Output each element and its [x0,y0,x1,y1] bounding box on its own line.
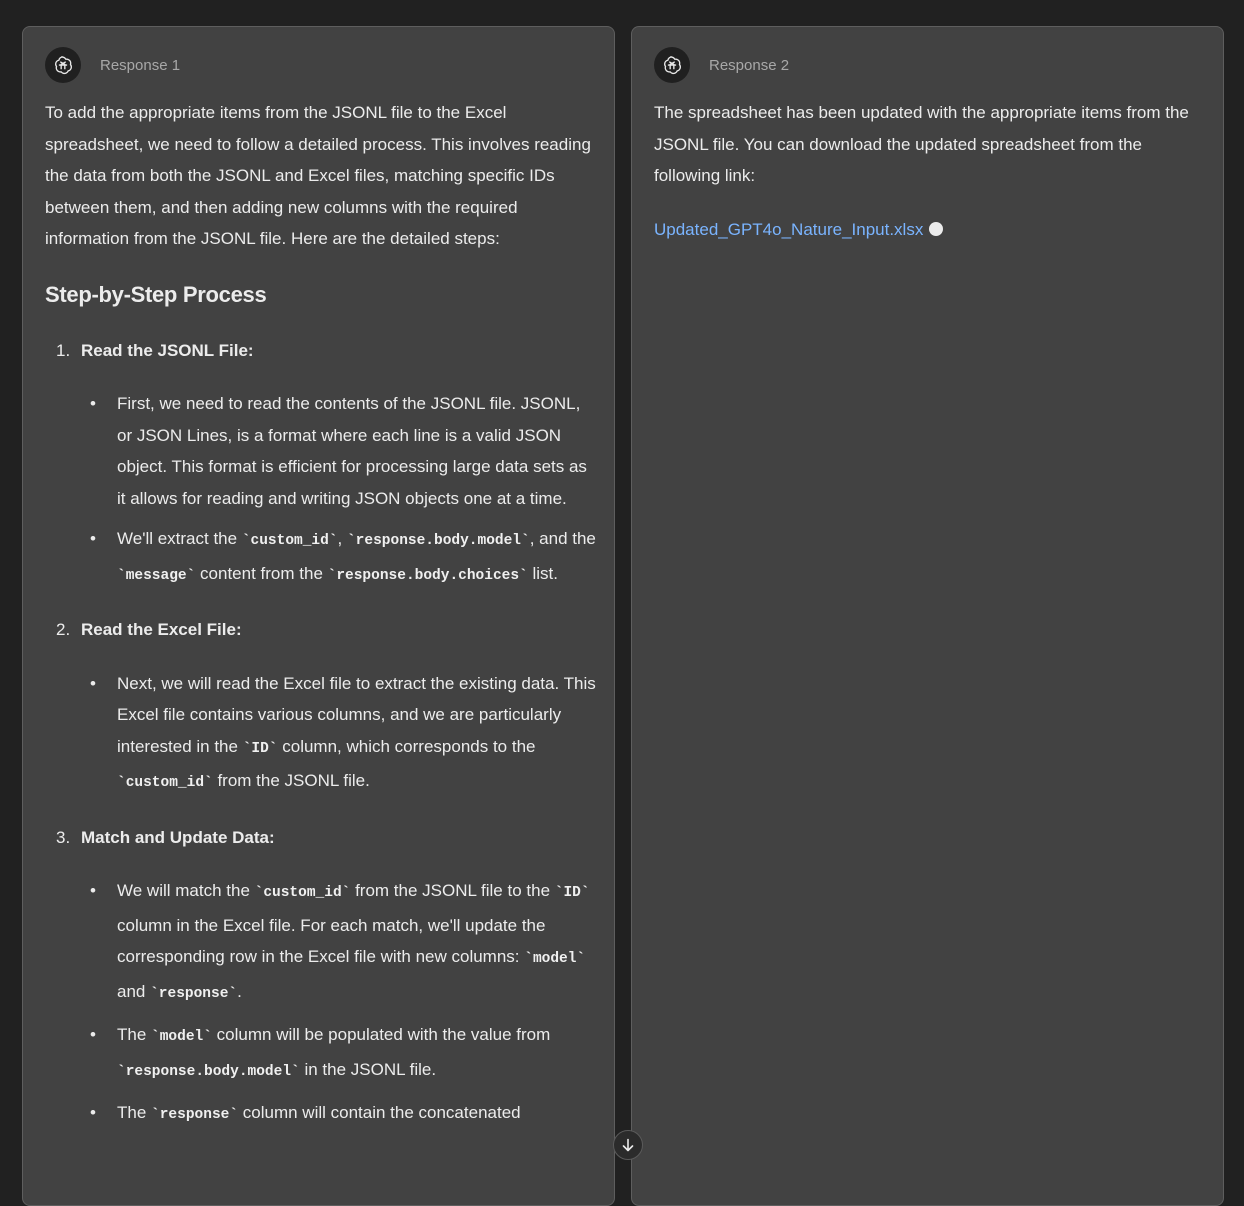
bullet-text: in the JSONL file. [299,1059,437,1079]
inline-code: `message` [117,567,196,584]
inline-code: `response` [150,985,238,1002]
section-heading: Step-by-Step Process [45,281,267,307]
bullet-text: column in the Excel file. For each match, we'll update the corresponding row in the Excel file with new columns: [117,915,546,966]
step-item [45,335,600,367]
download-link[interactable]: Updated_GPT4o_Nature_Input.xlsx [654,219,924,239]
response-2-paragraph: The spreadsheet has been updated with the appropriate items from the JSONL file. You can download the updated spreadsheet from the following link: [654,103,1189,185]
inline-code: `custom_id` [241,533,338,549]
inline-code: `custom_id` [117,775,213,791]
bullet-item [117,523,600,592]
steps-list [45,335,600,1132]
inline-code: `response.body.model` [346,533,530,549]
response-2-panel [631,26,1224,1206]
bullet-list [45,875,600,1132]
bullet-item [117,875,600,1010]
bullet-item [117,388,600,514]
step-title: Read the JSONL File: [81,340,254,360]
step-title: Match and Update Data: [81,827,275,847]
bullet-text: First, we need to read the contents of the JSONL file. JSONL, or JSON Lines, is a format where each line is a valid JSON object. This format is efficient for processing large data sets as it allows for reading and writing JSON objects one at a time. [117,394,587,508]
bullet-text: column, which corresponds to the [277,736,536,756]
response-1-header [45,47,180,83]
inline-code: `ID` [554,885,590,901]
streaming-indicator-icon [929,222,943,236]
step-number: 1. [56,340,71,360]
bullet-text: from the JSONL file to the [350,881,555,900]
bullet-text: We'll extract the [117,529,242,548]
bullet-item [117,1019,600,1088]
response-1-panel [22,26,615,1206]
step-item [45,614,600,646]
bullet-text: from the JSONL file. [212,771,370,790]
response-1-content [45,97,600,1141]
response-2-header [654,47,789,83]
step-number: 3. [56,827,71,847]
download-link-row [654,214,1209,246]
response-1-label: Response 1 [100,56,181,74]
bullet-text: column will be populated with the value from [211,1025,551,1044]
bullet-item [117,668,600,800]
bullet-list [45,388,600,592]
bullet-text: Next, we will read the Excel file to extract the existing data. This Excel file contains various columns, and we are particularly interested in the [117,673,596,756]
inline-code: `custom_id` [254,885,351,901]
inline-code: `model` [151,1029,212,1045]
arrow-down-icon[interactable] [613,1130,643,1160]
inline-code: `response.body.model` [117,1063,300,1080]
inline-code: `response.body.choices` [327,567,528,584]
bullet-text: column will contain the concatenated [238,1103,521,1122]
bullet-text: and [117,981,151,1001]
intro-paragraph: To add the appropriate items from the JSONL file to the Excel spreadsheet, we need to follow a detailed process. This involves reading the data from both the JSONL and Excel files, matching specific IDs between them, and then adding new columns with the required information from the JSONL file. Here are the detailed steps: [45,103,591,248]
bullet-text: list. [527,563,558,583]
step-number: 2. [56,620,71,639]
bullet-item [117,1097,600,1132]
bullet-list [45,668,600,800]
openai-logo-icon [45,47,81,83]
bullet-text: The [117,1103,152,1122]
bullet-text: , [337,529,347,548]
bullet-text: The [117,1025,152,1044]
step-item [45,822,600,854]
step-title: Read the Excel File: [81,620,242,639]
response-2-content [654,97,1209,245]
inline-code: `model` [524,951,586,967]
openai-logo-icon [654,47,690,83]
bullet-text: . [237,981,242,1001]
bullet-text: , and the [529,529,596,548]
inline-code: `ID` [242,740,278,757]
response-2-label: Response 2 [709,56,790,74]
bullet-text: We will match the [117,881,255,900]
bullet-text: content from the [195,563,328,583]
inline-code: `response` [151,1107,239,1123]
